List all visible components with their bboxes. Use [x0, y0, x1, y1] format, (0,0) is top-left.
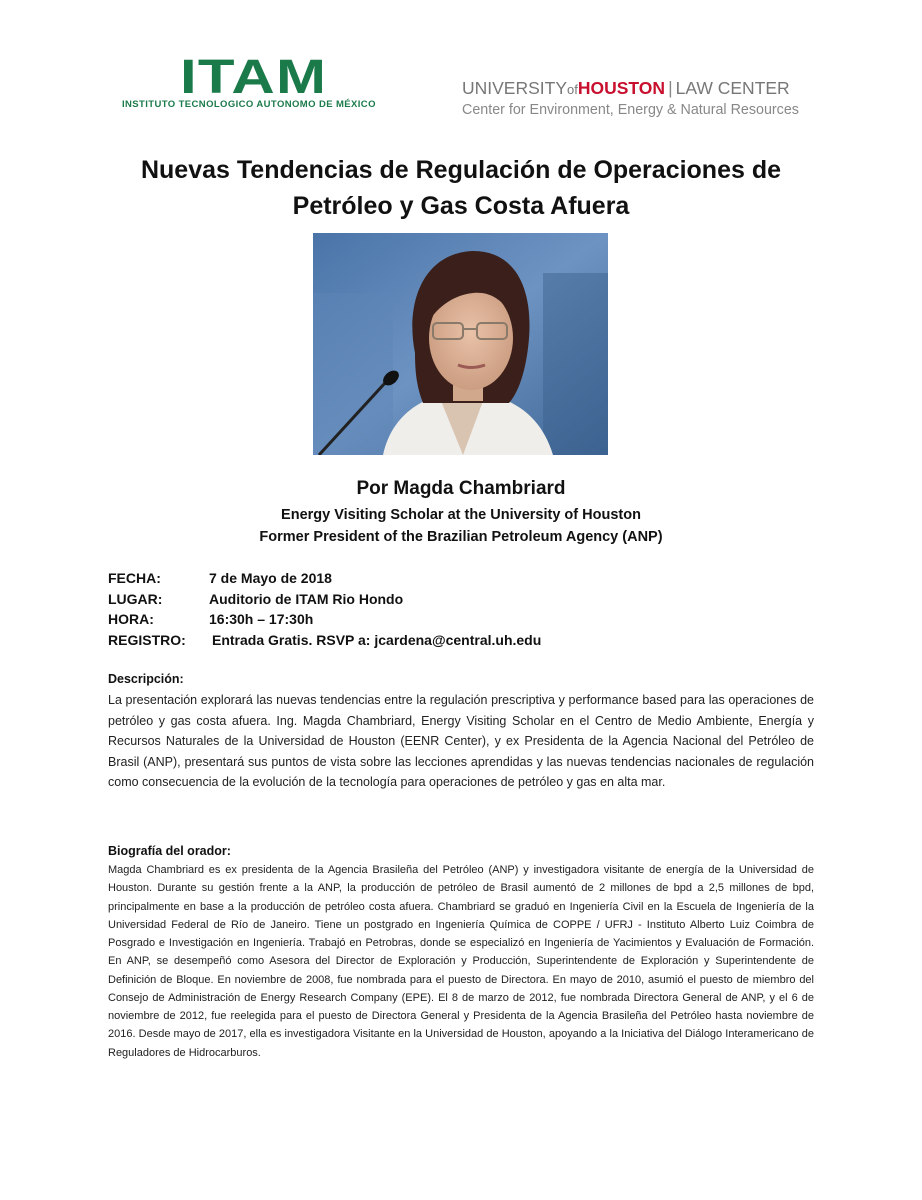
uh-center-name: Center for Environment, Energy & Natural Resources [462, 102, 799, 118]
uh-university: UNIVERSITY [462, 78, 568, 98]
description-body: La presentación explorará las nuevas tendencias entre la regulación prescriptiva y performance based para las operaciones de petróleo y gas costa afuera. Ing. Magda Chambriard, Energy Visiting Scholar en el Centro de Medio Ambiente, Energía y Recursos Naturales de la Universidad de Houston (EENR Center), y ex Presidenta de la Agencia Nacional del Petróleo de Brasil (ANP), presentará sus puntos de vista sobre las lecciones aprendidas y las nuevas tendencias nacionales de regulación como consecuencia de la evolución de la tecnología para operaciones de petróleo y gas en alta mar. [108, 693, 814, 790]
registro-label: REGISTRO: [108, 631, 186, 648]
title-line-1: Nuevas Tendencias de Regulación de Operaciones de [140, 156, 782, 184]
uh-separator: | [668, 78, 673, 98]
biography-heading: Biografía del orador: [108, 844, 231, 858]
registro-value: Entrada Gratis. RSVP a: jcardena@central.uh.edu [212, 631, 542, 648]
title-line-2: Petróleo y Gas Costa Afuera [292, 192, 630, 220]
fecha-value: 7 de Mayo de 2018 [209, 570, 332, 586]
uh-law-center-logo [462, 78, 822, 124]
detail-lugar [108, 589, 828, 610]
page-title [60, 152, 862, 224]
biography-body: Magda Chambriard es ex presidenta de la Agencia Brasileña del Petróleo (ANP) y investigadora visitante de energía de la Universidad de Houston. Durante su gestión frente a la ANP, la producción de petróleo de Brasil aumentó de 2 millones de bpd a 2,5 millones de bpd, principalmente en base a la producción de petróleo costa afuera. Chambriard se graduó en Ingeniería Civil en la Escuela de Ingeniería de la Universidad Federal de Río de Janeiro. Tiene un postgrado en Ingeniería Química de COPPE / UFRJ - Instituto Alberto Luiz Coimbra de Posgrado e Investigación en Ingeniería. Trabajó en Petrobras, donde se especializó en Ingeniería de Yacimientos y Evaluación de Formación. En ANP, se desempeñó como Asesora del Director de Exploración y Producción, Superintendente de Exploración y Superintendente de Definición de Bloque. En noviembre de 2008, fue nombrada para el puesto de Directora. En mayo de 2010, asumió el puesto de miembro del Consejo de Administración de Energy Research Company (EPE). El 8 de marzo de 2012, fue nombrada Directora General de ANP, y el 6 de noviembre de 2012, fue reelegida para el puesto de Directora General y Presidenta de la Agencia Brasileña del Petróleo hasta noviembre de 2016. Desde mayo de 2017, ella es investigadora Visitante en la Universidad de Houston, apoyando a la Iniciativa del Diálogo Interamericano de Reguladores de Hidrocarburos. [108, 864, 814, 1059]
lugar-value: Auditorio de ITAM Rio Hondo [209, 590, 404, 607]
speaker-name: Por Magda Chambriard [356, 478, 566, 499]
hora-value: 16:30h – 17:30h [209, 611, 314, 627]
detail-registro [108, 630, 828, 651]
fecha-label: FECHA: [108, 570, 161, 586]
uh-of: of [567, 82, 578, 97]
hora-label: HORA: [108, 611, 154, 627]
uh-houston: HOUSTON [577, 78, 666, 98]
itam-logo-subtitle: INSTITUTO TECNOLOGICO AUTONOMO DE MÉXICO [122, 99, 376, 110]
speaker-role-1: Energy Visiting Scholar at the University of Houston [281, 507, 641, 523]
speaker-portrait-illustration [313, 233, 608, 455]
uh-logo-wordmark [462, 78, 790, 99]
detail-fecha [108, 568, 828, 589]
detail-hora [108, 609, 828, 630]
speaker-photo [313, 233, 608, 455]
lugar-label: LUGAR: [108, 590, 163, 607]
uh-law-center: LAW CENTER [675, 78, 790, 98]
speaker-role-2: Former President of the Brazilian Petroleum Agency (ANP) [259, 529, 663, 545]
description-heading: Descripción: [108, 672, 184, 686]
itam-logo-mark: ITAM [180, 51, 328, 104]
event-details [108, 568, 828, 650]
itam-logo [122, 51, 384, 114]
